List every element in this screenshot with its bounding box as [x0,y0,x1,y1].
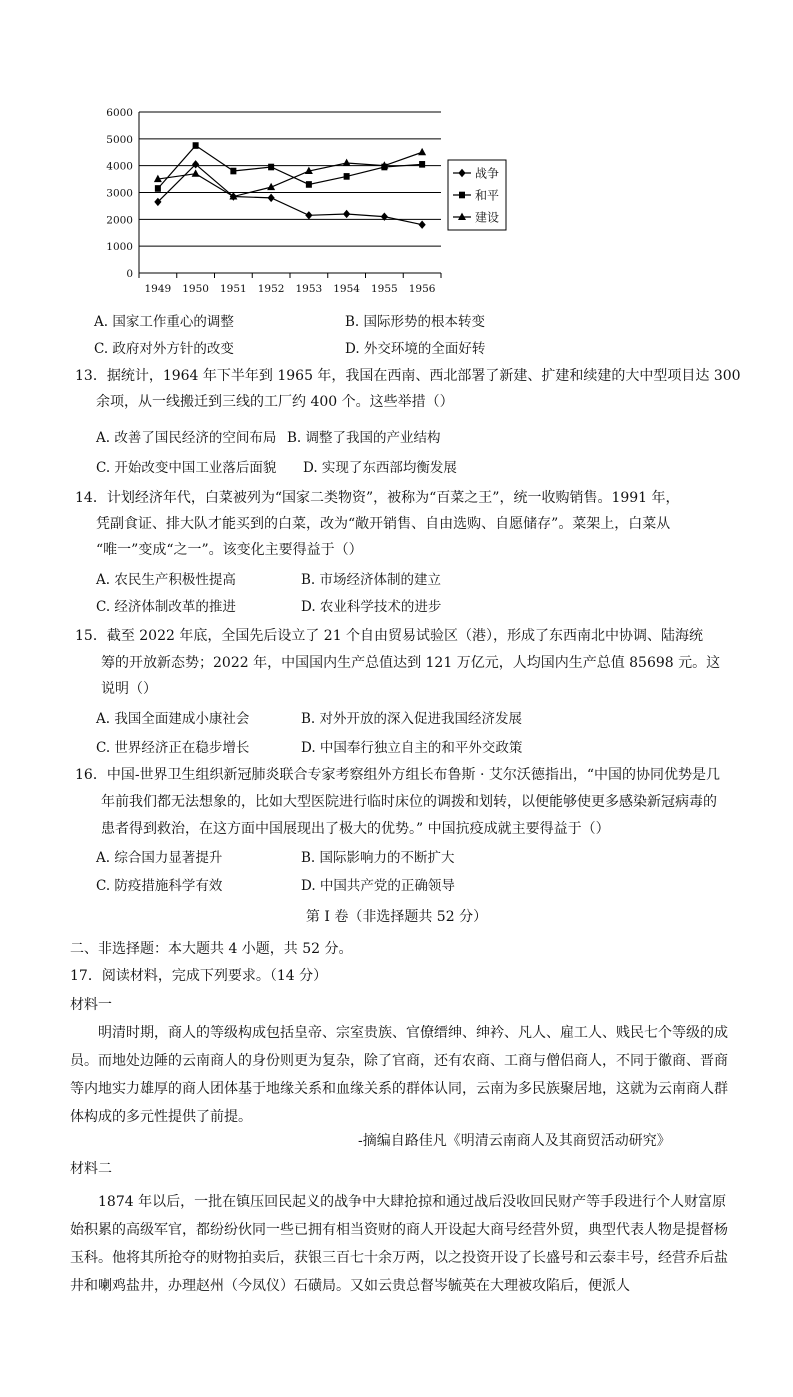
y-tick-label: 3000 [106,187,133,200]
y-axis-ticks [106,107,133,280]
data-point [344,173,350,180]
q13-option-c[interactable]: C. 开始改变中国工业落后面貌 [96,460,277,476]
data-point [155,185,161,192]
material-1-text: 明清时期，商人的等级构成包括皇帝、宗室贵族、官僚缙绅、绅衿、凡人、雇工人、贱民七个等级的成员。而地处边陲的云南商人的身份则更为复杂，除了官商，还有农商、工商与僧侣商人，不同于徽商、晋商等内地实力雄厚的商人团体基于地缘关系和血缘关系的群体认同，云南为多民族聚居地，这就为云南商人群体构成的多元性提供了前提。 [70,1025,728,1125]
q12-option-a[interactable]: A. 国家工作重心的调整 [94,314,234,330]
q15-stem-line1: 15．截至 2022 年底，全国先后设立了 21 个自由贸易试验区（港），形成了东西南北中协调、陆海统 [75,628,704,644]
chart-legend [448,160,506,230]
y-tick-label: 0 [126,268,133,280]
data-point [230,168,236,175]
data-point [343,210,350,218]
x-axis-ticks [145,283,436,295]
data-point [306,181,312,188]
q13-option-a[interactable]: A. 改善了国民经济的空间布局 [96,430,277,446]
data-point [305,211,312,219]
q16-option-c[interactable]: C. 防疫措施科学有效 [96,878,223,894]
q12-option-b[interactable]: B. 国际形势的根本转变 [345,314,486,330]
material-2-text: 1874 年以后，一批在镇压回民起义的战争中大肆抢掠和通过战后没收回民财产等手段进行个人财富原始积累的高级军官，都纷纷伙同一些已拥有相当资财的商人开设起大商号经营外贸，典型代表人物是提督杨玉科。他将其所抢夺的财物拍卖后，获银三百七十余万两，以之投资开设了长盛号和云泰丰号，经营乔后盐井和喇鸡盐井，办理赵州（今凤仪）石磺局。又如云贵总督岑毓英在大理被攻陷后，便派人 [70,1194,728,1294]
chart-series [154,142,426,229]
q17-title: 17．阅读材料，完成下列要求。（14 分） [70,968,328,984]
q16-option-d[interactable]: D. 中国共产党的正确领导 [301,878,455,894]
x-tick-label: 1950 [182,283,209,295]
q14-option-b[interactable]: B. 市场经济体制的建立 [301,572,442,588]
legend-label: 战争 [475,166,500,181]
x-tick-label: 1953 [295,283,323,295]
q13-stem-line1: 13．据统计，1964 年下半年到 1965 年，我国在西南、西北部署了新建、扩建和续建的大中型项目达 300 [75,368,741,384]
q14-option-a[interactable]: A. 农民生产积极性提高 [96,572,236,588]
q12-option-c[interactable]: C. 政府对外方针的改变 [94,341,234,357]
q15-option-c[interactable]: C. 世界经济正在稳步增长 [96,740,250,756]
section-intro: 二、非选择题：本大题共 4 小题，共 52 分。 [70,941,353,957]
series-3 [154,148,426,200]
q15-option-d[interactable]: D. 中国奉行独立自主的和平外交政策 [301,740,523,756]
series-1 [154,160,425,229]
data-point [343,159,351,166]
legend-label: 和平 [475,188,500,203]
q15-option-b[interactable]: B. 对外开放的深入促进我国经济发展 [301,711,523,727]
x-tick-label: 1954 [333,283,360,295]
q14-stem-line1: 14．计划经济年代，白菜被列为“国家二类物资”，被称为“百菜之王”，统一收购销售。1991 年， [75,490,680,506]
legend-label: 建设 [475,210,500,225]
q14-option-c[interactable]: C. 经济体制改革的推进 [96,599,236,615]
y-tick-label: 5000 [106,133,133,146]
data-point [418,148,426,155]
data-point [419,161,425,168]
data-point [193,142,199,149]
y-tick-label: 1000 [106,241,133,254]
q14-option-d[interactable]: D. 农业科学技术的进步 [301,599,442,615]
q16-stem-line3: 患者得到救治，在这方面中国展现出了极大的优势。” 中国抗疫成就主要得益于（） [101,821,610,837]
q15-stem-line3: 说明（） [101,681,157,697]
x-tick-label: 1956 [408,283,436,295]
section-title: 第 I 卷（非选择题共 52 分） [305,909,488,925]
x-tick-label: 1951 [220,283,247,295]
x-tick-label: 1949 [144,283,172,295]
data-point [268,164,274,171]
data-point [419,221,426,229]
q16-stem-line2: 年前我们都无法想象的，比如大型医院进行临时床位的调拨和划转，以便能够使更多感染新冠病毒的 [101,794,717,810]
q14-stem-line2: 凭副食证、排大队才能买到的白菜，改为“敞开销售、自由选购、自愿储存”。菜架上，白菜从 [96,516,671,532]
chart-grid [139,112,441,278]
data-point [192,169,200,176]
y-tick-label: 6000 [106,107,133,119]
q14-stem-line3: “唯一”变成“之一”。该变化主要得益于（） [96,542,363,558]
q13-stem-line2: 余项，从一线搬迁到三线的工厂约 400 个。这些举措（） [96,394,454,410]
y-tick-label: 4000 [106,160,133,173]
q16-option-a[interactable]: A. 综合国力显著提升 [96,850,223,866]
q12-option-d[interactable]: D. 外交环境的全面好转 [345,341,486,357]
q13-option-d[interactable]: D. 实现了东西部均衡发展 [303,460,457,476]
q13-option-b[interactable]: B. 调整了我国的产业结构 [287,430,441,446]
legend-marker [459,192,465,199]
q16-option-b[interactable]: B. 国际影响力的不断扩大 [301,850,455,866]
material-1-source: -摘编自路佳凡《明清云南商人及其商贸活动研究》 [358,1133,671,1149]
q16-stem-line1: 16．中国-世界卫生组织新冠肺炎联合专家考察组外方组长布鲁斯 · 艾尔沃德指出，“中国的协同优势是几 [75,767,721,783]
x-tick-label: 1955 [371,283,398,295]
line-chart [95,100,515,300]
material-1-label: 材料一 [70,997,112,1013]
data-point [268,194,275,202]
y-tick-label: 2000 [106,214,133,227]
q15-stem-line2: 筹的开放新态势；2022 年，中国国内生产总值达到 121 万亿元，人均国内生产总值 85698 元。这 [101,655,721,671]
q15-option-a[interactable]: A. 我国全面建成小康社会 [96,711,250,727]
x-tick-label: 1952 [257,283,285,295]
material-2-label: 材料二 [70,1161,112,1177]
